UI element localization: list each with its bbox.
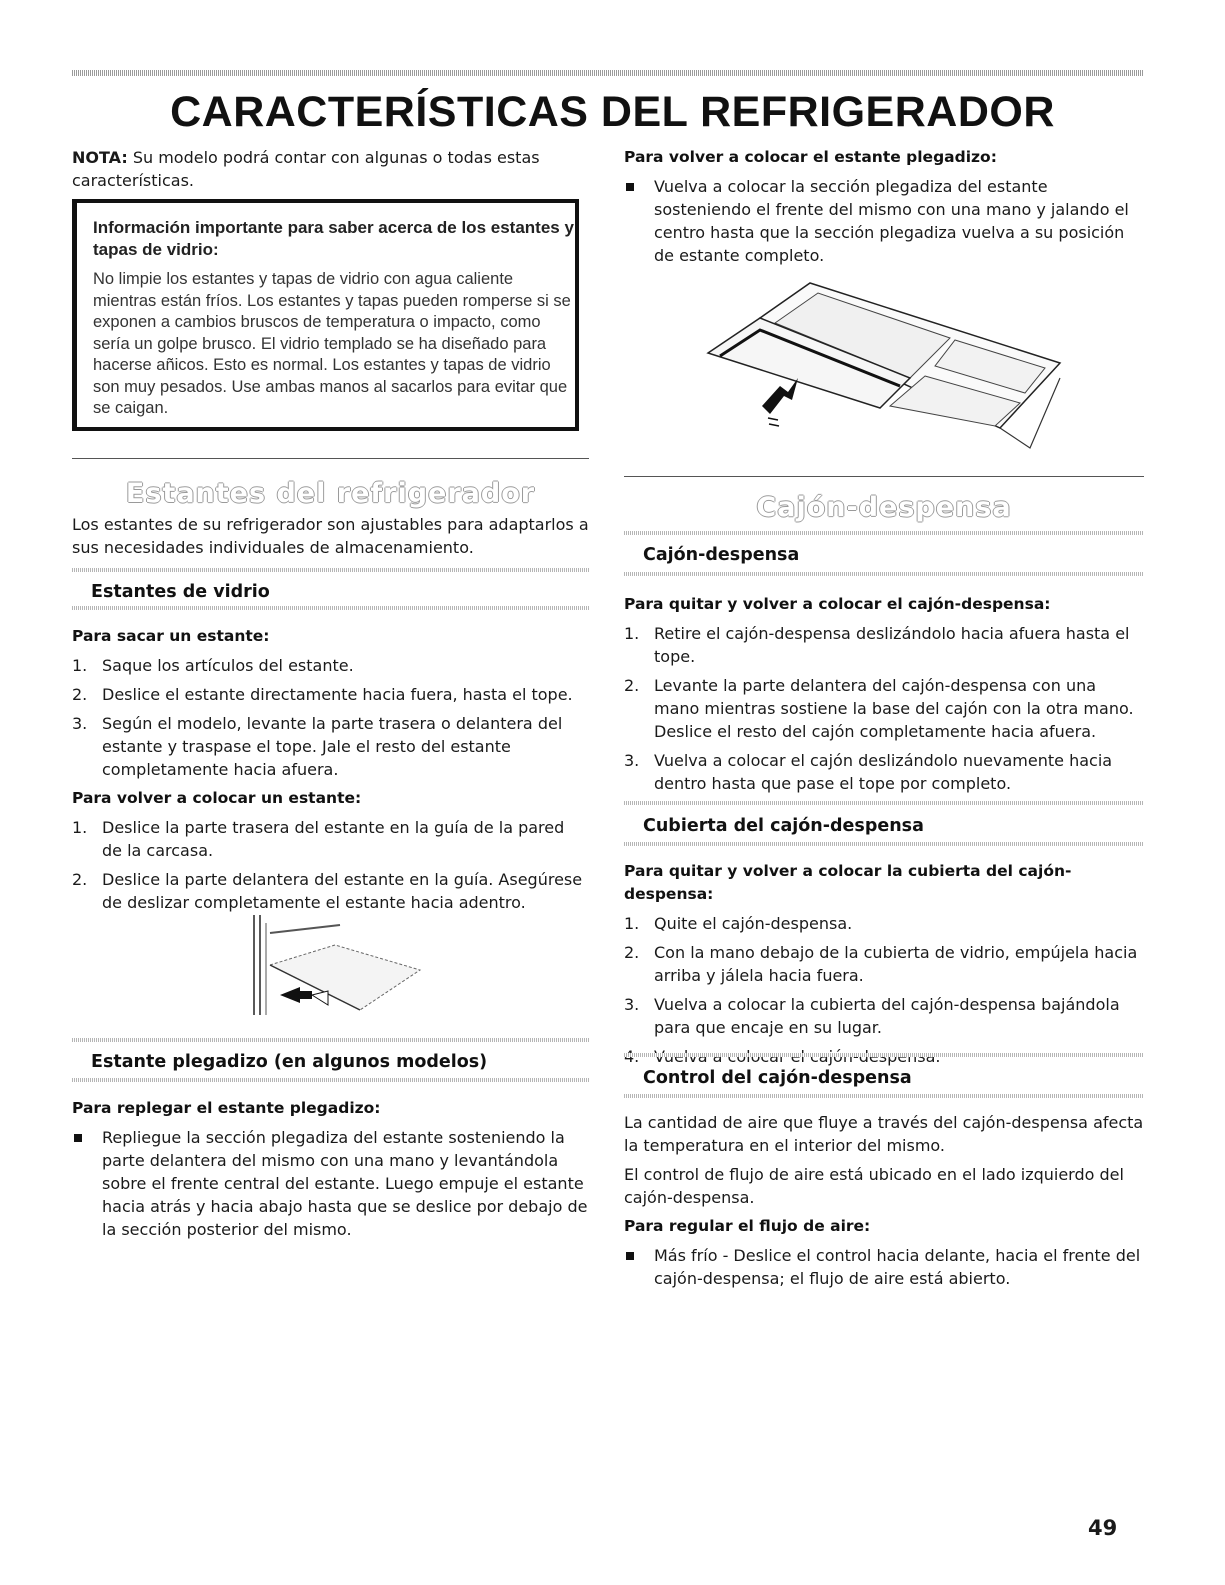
pantry-control-heading: Control del cajón-despensa xyxy=(643,1068,912,1088)
bullet-icon xyxy=(626,183,634,191)
section-divider xyxy=(72,458,589,459)
shelves-intro xyxy=(72,513,589,565)
pantry-drawer-procedure xyxy=(624,593,1144,801)
bullet-icon xyxy=(74,1134,82,1142)
pantry-drawer-steps xyxy=(624,622,1144,795)
pantry-section-title: Cajón-despensa xyxy=(756,492,1012,523)
replace-shelf-steps xyxy=(72,816,589,914)
subsection-band xyxy=(624,842,1144,846)
pantry-control-paragraph: La cantidad de aire que fluye a través del cajón-despensa afecta la temperatura en el interior del mismo. xyxy=(624,1113,1144,1155)
pantry-cover-procedure-heading: Para quitar y volver a colocar la cubierta del cajón-despensa: xyxy=(624,862,1072,903)
page-title: CARACTERÍSTICAS DEL REFRIGERADOR xyxy=(170,88,1055,136)
list-item: 3. Vuelva a colocar la cubierta del cajón-despensa bajándola para que encaje en su lugar. xyxy=(624,995,1120,1037)
glass-shelves-procedure xyxy=(72,625,589,920)
notice-title: Información importante para saber acerca de los estantes y tapas de vidrio: xyxy=(93,218,574,259)
subsection-band xyxy=(72,606,589,610)
pantry-drawer-heading: Cajón-despensa xyxy=(643,545,800,565)
pantry-cover-procedure xyxy=(624,860,1154,1074)
subsection-band xyxy=(72,1038,589,1042)
nota-text: Su modelo podrá contar con algunas o todas estas características. xyxy=(72,148,540,190)
pantry-cover-heading: Cubierta del cajón-despensa xyxy=(643,816,924,836)
list-item: Más frío - Deslice el control hacia delante, hacia el frente del cajón-despensa; el flujo de aire está abierto. xyxy=(624,1244,1144,1290)
nota-paragraph xyxy=(72,146,572,198)
subsection-band xyxy=(72,568,589,572)
pantry-control-paragraph: El control de flujo de aire está ubicado en el lado izquierdo del cajón-despensa. xyxy=(624,1165,1124,1207)
folding-shelf-replace xyxy=(624,146,1144,273)
nota-label: NOTA: xyxy=(72,148,128,167)
list-item: 1. Deslice la parte trasera del estante en la guía de la pared de la carcasa. xyxy=(72,818,565,860)
shelves-intro-text: Los estantes de su refrigerador son ajustables para adaptarlos a sus necesidades individuales de almacenamiento. xyxy=(72,515,589,557)
list-item: Repliegue la sección plegadiza del estante sosteniendo la parte delantera del mismo con una mano y levantándola sobre el frente central del estante. Luego empuje el estante hacia atrás y hacia abajo hasta que se deslice por debajo de la sección posterior del mismo. xyxy=(72,1126,589,1241)
retract-shelf-list xyxy=(72,1126,589,1241)
remove-shelf-heading: Para sacar un estante: xyxy=(72,627,270,645)
airflow-heading: Para regular el flujo de aire: xyxy=(624,1217,871,1235)
list-item: Vuelva a colocar la sección plegadiza del estante sosteniendo el frente del mismo con una mano y jalando el centro hasta que la sección plegadiza vuelva a su posición de estante completo. xyxy=(624,175,1144,267)
replace-folding-list xyxy=(624,175,1144,267)
list-item: 2. Deslice la parte delantera del estante en la guía. Asegúrese de deslizar completamente el estante hacia adentro. xyxy=(72,870,583,912)
glass-shelves-heading: Estantes de vidrio xyxy=(91,582,270,602)
top-decorative-band xyxy=(72,70,1144,76)
folding-shelf-procedure xyxy=(72,1097,589,1247)
list-item: 2. Deslice el estante directamente hacia fuera, hasta el tope. xyxy=(72,685,573,704)
pantry-cover-steps xyxy=(624,912,1154,1068)
list-item: 2. Con la mano debajo de la cubierta de vidrio, empújela hacia arriba y jálela hacia fuera. xyxy=(624,943,1138,985)
pantry-control-section xyxy=(624,1111,1144,1296)
page-number: 49 xyxy=(1088,1516,1118,1540)
remove-shelf-steps xyxy=(72,654,589,781)
list-item: 3. Según el modelo, levante la parte trasera o delantera del estante y traspase el tope. Jale el resto del estante completamente hacia afuera. xyxy=(72,714,563,779)
notice-body: No limpie los estantes y tapas de vidrio con agua caliente mientras están fríos. Los estantes y tapas pueden romperse si se exponen a cambios bruscos de temperatura o impacto, como sería un golpe brusco. El vidrio templado se ha diseñado para hacerse añicos. Esto es normal. Los estantes y tapas de vidrio son muy pesados. Use ambas manos al sacarlos para evitar que se caigan. xyxy=(93,270,571,417)
pantry-drawer-procedure-heading: Para quitar y volver a colocar el cajón-despensa: xyxy=(624,595,1051,613)
folding-shelf-illustration xyxy=(700,278,1070,453)
glass-shelf-illustration xyxy=(250,915,430,1025)
replace-folding-heading: Para volver a colocar el estante plegadizo: xyxy=(624,148,997,166)
subsection-band xyxy=(624,801,1144,805)
subsection-band xyxy=(624,531,1144,535)
section-divider xyxy=(624,476,1144,477)
shelves-section-title: Estantes del refrigerador xyxy=(125,478,536,509)
list-item: 1. Quite el cajón-despensa. xyxy=(624,914,853,933)
subsection-band xyxy=(624,1094,1144,1098)
folding-shelf-heading: Estante plegadizo (en algunos modelos) xyxy=(91,1052,488,1072)
bullet-icon xyxy=(626,1252,634,1260)
subsection-band xyxy=(624,1053,1144,1057)
list-item: 2. Levante la parte delantera del cajón-despensa con una mano mientras sostiene la base del cajón con la otra mano. Deslice el resto del cajón completamente hacia afuera. xyxy=(624,676,1134,741)
list-item: 1. Retire el cajón-despensa deslizándolo hacia afuera hasta el tope. xyxy=(624,624,1130,666)
subsection-band xyxy=(624,572,1144,576)
subsection-band xyxy=(72,1078,589,1082)
list-item: 1. Saque los artículos del estante. xyxy=(72,656,354,675)
list-item: 3. Vuelva a colocar el cajón deslizándolo nuevamente hacia dentro hasta que pase el tope por completo. xyxy=(624,751,1113,793)
glass-notice-box xyxy=(72,199,579,431)
airflow-list xyxy=(624,1244,1144,1290)
retract-shelf-heading: Para replegar el estante plegadizo: xyxy=(72,1099,381,1117)
replace-shelf-heading: Para volver a colocar un estante: xyxy=(72,789,362,807)
